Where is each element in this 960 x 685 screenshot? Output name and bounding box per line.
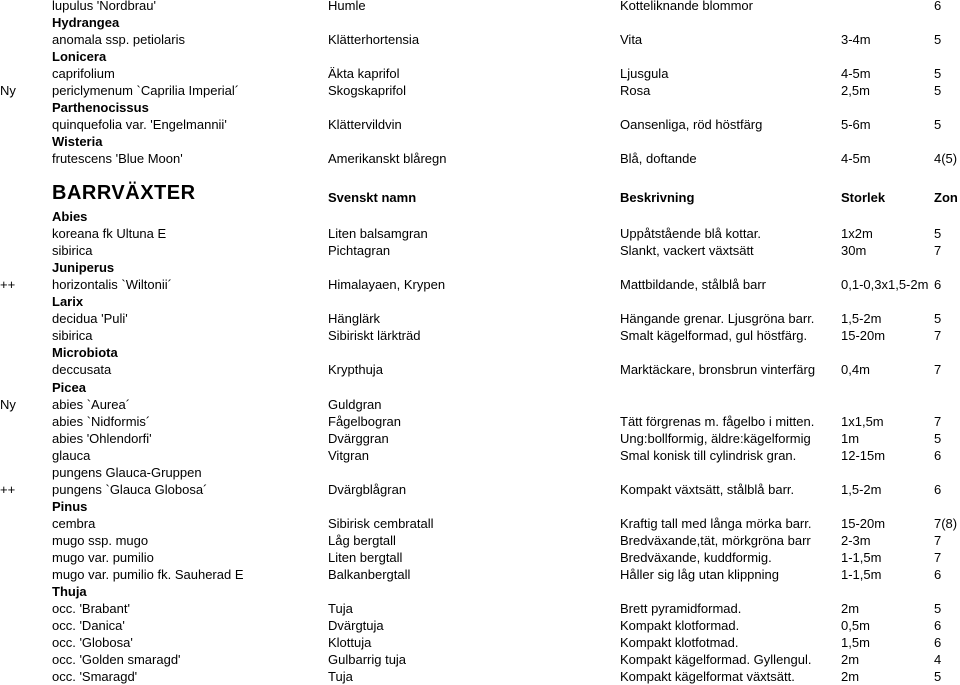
description: Blå, doftande	[620, 151, 697, 166]
swedish-name: Balkanbergtall	[328, 567, 411, 583]
genus-name: Hydrangea	[52, 15, 120, 30]
genus-name: Microbiota	[52, 345, 118, 361]
genus-row	[0, 259, 960, 276]
row-mark: Ny	[0, 83, 16, 98]
latin-name: koreana fk Ultuna E	[52, 226, 167, 242]
plant-row	[0, 31, 960, 48]
swedish-name: Dvärgtuja	[328, 618, 384, 634]
plant-row	[0, 549, 960, 566]
genus-name: Parthenocissus	[52, 100, 149, 115]
swedish-name: Fågelbogran	[328, 413, 401, 429]
zone: 7	[934, 328, 942, 344]
description: Ljusgula	[620, 66, 669, 81]
swedish-name: Guldgran	[328, 396, 382, 412]
plant-row	[0, 242, 960, 259]
description: Brett pyramidformad.	[620, 601, 742, 617]
zone: 7	[934, 243, 942, 259]
zone: 7	[934, 413, 942, 429]
genus-name: Picea	[52, 379, 86, 395]
size: 1-1,5m	[841, 550, 882, 565]
zone: 5	[934, 32, 942, 47]
description: Ung:bollformig, äldre:kägelformig	[620, 430, 811, 446]
latin-name: sibirica	[52, 243, 93, 259]
swedish-name: Himalayaen, Krypen	[328, 277, 446, 293]
swedish-name: Skogskaprifol	[328, 83, 407, 98]
genus-row	[0, 133, 960, 150]
latin-name: mugo var. pumilio	[52, 550, 154, 565]
size: 12-15m	[841, 447, 886, 463]
size: 2,5m	[841, 83, 870, 98]
description: Marktäckare, bronsbrun vinterfärg	[620, 362, 816, 378]
plant-row	[0, 413, 960, 430]
plant-row	[0, 82, 960, 99]
size: 4-5m	[841, 66, 871, 81]
swedish-name: Pichtagran	[328, 243, 391, 259]
zone: 6	[934, 567, 942, 583]
size: 2m	[841, 601, 860, 617]
latin-name: cembra	[52, 515, 96, 531]
description: Håller sig låg utan klippning	[620, 567, 779, 583]
zone: 6	[934, 277, 942, 293]
latin-name: anomala ssp. petiolaris	[52, 32, 185, 47]
swedish-name: Sibiriskt lärkträd	[328, 328, 421, 344]
latin-name: occ. 'Danica'	[52, 618, 125, 634]
swedish-name: Liten bergtall	[328, 550, 403, 565]
size: 1,5m	[841, 635, 870, 651]
zone: 6	[934, 481, 942, 497]
plant-row	[0, 464, 960, 481]
plant-row	[0, 481, 960, 498]
row-mark: ++	[0, 277, 16, 293]
description: Uppåtstående blå kottar.	[620, 226, 761, 242]
swedish-name: Gulbarrig tuja	[328, 652, 407, 668]
zone: 7	[934, 550, 942, 565]
zone: 7	[934, 362, 942, 378]
latin-name: occ. 'Globosa'	[52, 635, 133, 651]
zone: 5	[934, 66, 942, 81]
plant-row	[0, 430, 960, 447]
column-header-beskrivning: Beskrivning	[620, 190, 695, 205]
plant-row	[0, 600, 960, 617]
genus-row	[0, 498, 960, 515]
zone: 6	[934, 0, 942, 13]
size: 2-3m	[841, 532, 871, 548]
description: Hängande grenar. Ljusgröna barr.	[620, 311, 815, 327]
genus-row	[0, 208, 960, 225]
genus-name: Lonicera	[52, 49, 107, 64]
latin-name: quinquefolia var. 'Engelmannii'	[52, 117, 227, 132]
genus-row	[0, 583, 960, 600]
description: Kompakt kägelformad. Gyllengul.	[620, 652, 812, 668]
zone: 5	[934, 226, 942, 242]
latin-name: periclymenum `Caprilia Imperial´	[52, 83, 240, 98]
plant-row	[0, 634, 960, 651]
description: Slankt, vackert växtsätt	[620, 243, 754, 259]
description: Rosa	[620, 83, 651, 98]
genus-row	[0, 293, 960, 310]
swedish-name: Klottuja	[328, 635, 372, 651]
size: 1,5-2m	[841, 481, 882, 497]
section-title: BARRVÄXTER	[52, 182, 196, 204]
size: 1x2m	[841, 226, 873, 242]
genus-name: Juniperus	[52, 260, 115, 276]
zone: 6	[934, 618, 942, 634]
size: 2m	[841, 652, 860, 668]
zone: 4(5)	[934, 151, 958, 166]
zone: 6	[934, 447, 942, 463]
zone: 5	[934, 430, 942, 446]
swedish-name: Klättervildvin	[328, 117, 402, 132]
genus-name: Larix	[52, 294, 84, 310]
latin-name: abies `Nidformis´	[52, 413, 151, 429]
swedish-name: Dvärgblågran	[328, 481, 407, 497]
genus-row	[0, 99, 960, 116]
size: 2m	[841, 669, 860, 685]
genus-name: Thuja	[52, 584, 87, 600]
zone: 7(8)	[934, 515, 958, 531]
genus-row	[0, 48, 960, 65]
plant-row	[0, 276, 960, 293]
column-header-zon: Zon	[934, 190, 958, 205]
latin-name: occ. 'Brabant'	[52, 601, 130, 617]
genus-name: Abies	[52, 209, 88, 224]
size: 0,4m	[841, 362, 870, 378]
description: Tätt förgrenas m. fågelbo i mitten.	[620, 413, 815, 429]
size: 30m	[841, 243, 867, 259]
zone: 5	[934, 311, 942, 327]
swedish-name: Humle	[328, 0, 366, 13]
zone: 5	[934, 83, 942, 98]
latin-name: occ. 'Golden smaragd'	[52, 652, 181, 668]
swedish-name: Dvärggran	[328, 430, 389, 446]
size: 0,1-0,3x1,5-2m	[841, 277, 929, 293]
plant-row	[0, 0, 960, 14]
description: Bredväxande,tät, mörkgröna barr	[620, 532, 811, 548]
plant-row	[0, 447, 960, 464]
latin-name: mugo ssp. mugo	[52, 532, 149, 548]
zone: 5	[934, 601, 942, 617]
swedish-name: Klätterhortensia	[328, 32, 420, 47]
size: 4-5m	[841, 151, 871, 166]
genus-name: Wisteria	[52, 134, 103, 149]
latin-name: abies 'Ohlendorfi'	[52, 430, 152, 446]
row-mark: ++	[0, 481, 16, 497]
latin-name: deccusata	[52, 362, 112, 378]
description: Smalt kägelformad, gul höstfärg.	[620, 328, 808, 344]
description: Kompakt växtsätt, stålblå barr.	[620, 481, 795, 497]
swedish-name: Vitgran	[328, 447, 369, 463]
latin-name: frutescens 'Blue Moon'	[52, 151, 183, 166]
description: Kompakt klotfotmad.	[620, 635, 739, 651]
latin-name: glauca	[52, 447, 91, 463]
zone: 7	[934, 532, 942, 548]
size: 5-6m	[841, 117, 871, 132]
column-header-svenskt-namn: Svenskt namn	[328, 190, 417, 205]
description: Kompakt klotformad.	[620, 618, 740, 634]
zone: 5	[934, 117, 942, 132]
description: Kraftig tall med långa mörka barr.	[620, 515, 812, 531]
section-header	[0, 182, 960, 206]
plant-row	[0, 310, 960, 327]
size: 1,5-2m	[841, 311, 882, 327]
size: 15-20m	[841, 515, 886, 531]
plant-row	[0, 566, 960, 583]
plant-row	[0, 515, 960, 532]
genus-row	[0, 344, 960, 361]
swedish-name: Amerikanskt blåregn	[328, 151, 447, 166]
plant-row	[0, 396, 960, 413]
zone: 5	[934, 669, 942, 685]
zone: 6	[934, 635, 942, 651]
row-mark: Ny	[0, 396, 16, 412]
swedish-name: Låg bergtall	[328, 532, 396, 548]
plant-row	[0, 651, 960, 668]
description: Bredväxande, kuddformig.	[620, 550, 772, 565]
zone: 4	[934, 652, 942, 668]
size: 0,5m	[841, 618, 870, 634]
genus-name: Pinus	[52, 498, 88, 514]
column-header-storlek: Storlek	[841, 190, 886, 205]
latin-name: pungens Glauca-Gruppen	[52, 464, 202, 480]
size: 1-1,5m	[841, 567, 882, 583]
description: Kotteliknande blommor	[620, 0, 753, 13]
size: 1m	[841, 430, 860, 446]
genus-row	[0, 14, 960, 31]
description: Kompakt kägelformat växtsätt.	[620, 669, 795, 685]
swedish-name: Liten balsamgran	[328, 226, 428, 242]
plant-row	[0, 668, 960, 685]
swedish-name: Äkta kaprifol	[328, 66, 400, 81]
latin-name: decidua 'Puli'	[52, 311, 128, 327]
plant-row	[0, 327, 960, 344]
genus-row	[0, 379, 960, 396]
plant-row	[0, 225, 960, 242]
latin-name: occ. 'Smaragd'	[52, 669, 138, 685]
swedish-name: Hänglärk	[328, 311, 381, 327]
latin-name: caprifolium	[52, 66, 115, 81]
latin-name: mugo var. pumilio fk. Sauherad E	[52, 567, 244, 583]
description: Smal konisk till cylindrisk gran.	[620, 447, 797, 463]
description: Oansenliga, röd höstfärg	[620, 117, 763, 132]
plant-row	[0, 532, 960, 549]
plant-row	[0, 150, 960, 167]
description: Mattbildande, stålblå barr	[620, 277, 766, 293]
swedish-name: Tuja	[328, 669, 353, 685]
plant-row	[0, 617, 960, 634]
latin-name: pungens `Glauca Globosa´	[52, 481, 208, 497]
plant-row	[0, 116, 960, 133]
size: 15-20m	[841, 328, 886, 344]
swedish-name: Tuja	[328, 601, 353, 617]
latin-name: sibirica	[52, 328, 93, 344]
latin-name: abies `Aurea´	[52, 396, 131, 412]
swedish-name: Krypthuja	[328, 362, 383, 378]
latin-name: lupulus 'Nordbrau'	[52, 0, 156, 13]
description: Vita	[620, 32, 643, 47]
size: 1x1,5m	[841, 413, 884, 429]
plant-row	[0, 361, 960, 378]
latin-name: horizontalis `Wiltonii´	[52, 277, 172, 293]
size: 3-4m	[841, 32, 871, 47]
plant-row	[0, 65, 960, 82]
swedish-name: Sibirisk cembratall	[328, 515, 434, 531]
